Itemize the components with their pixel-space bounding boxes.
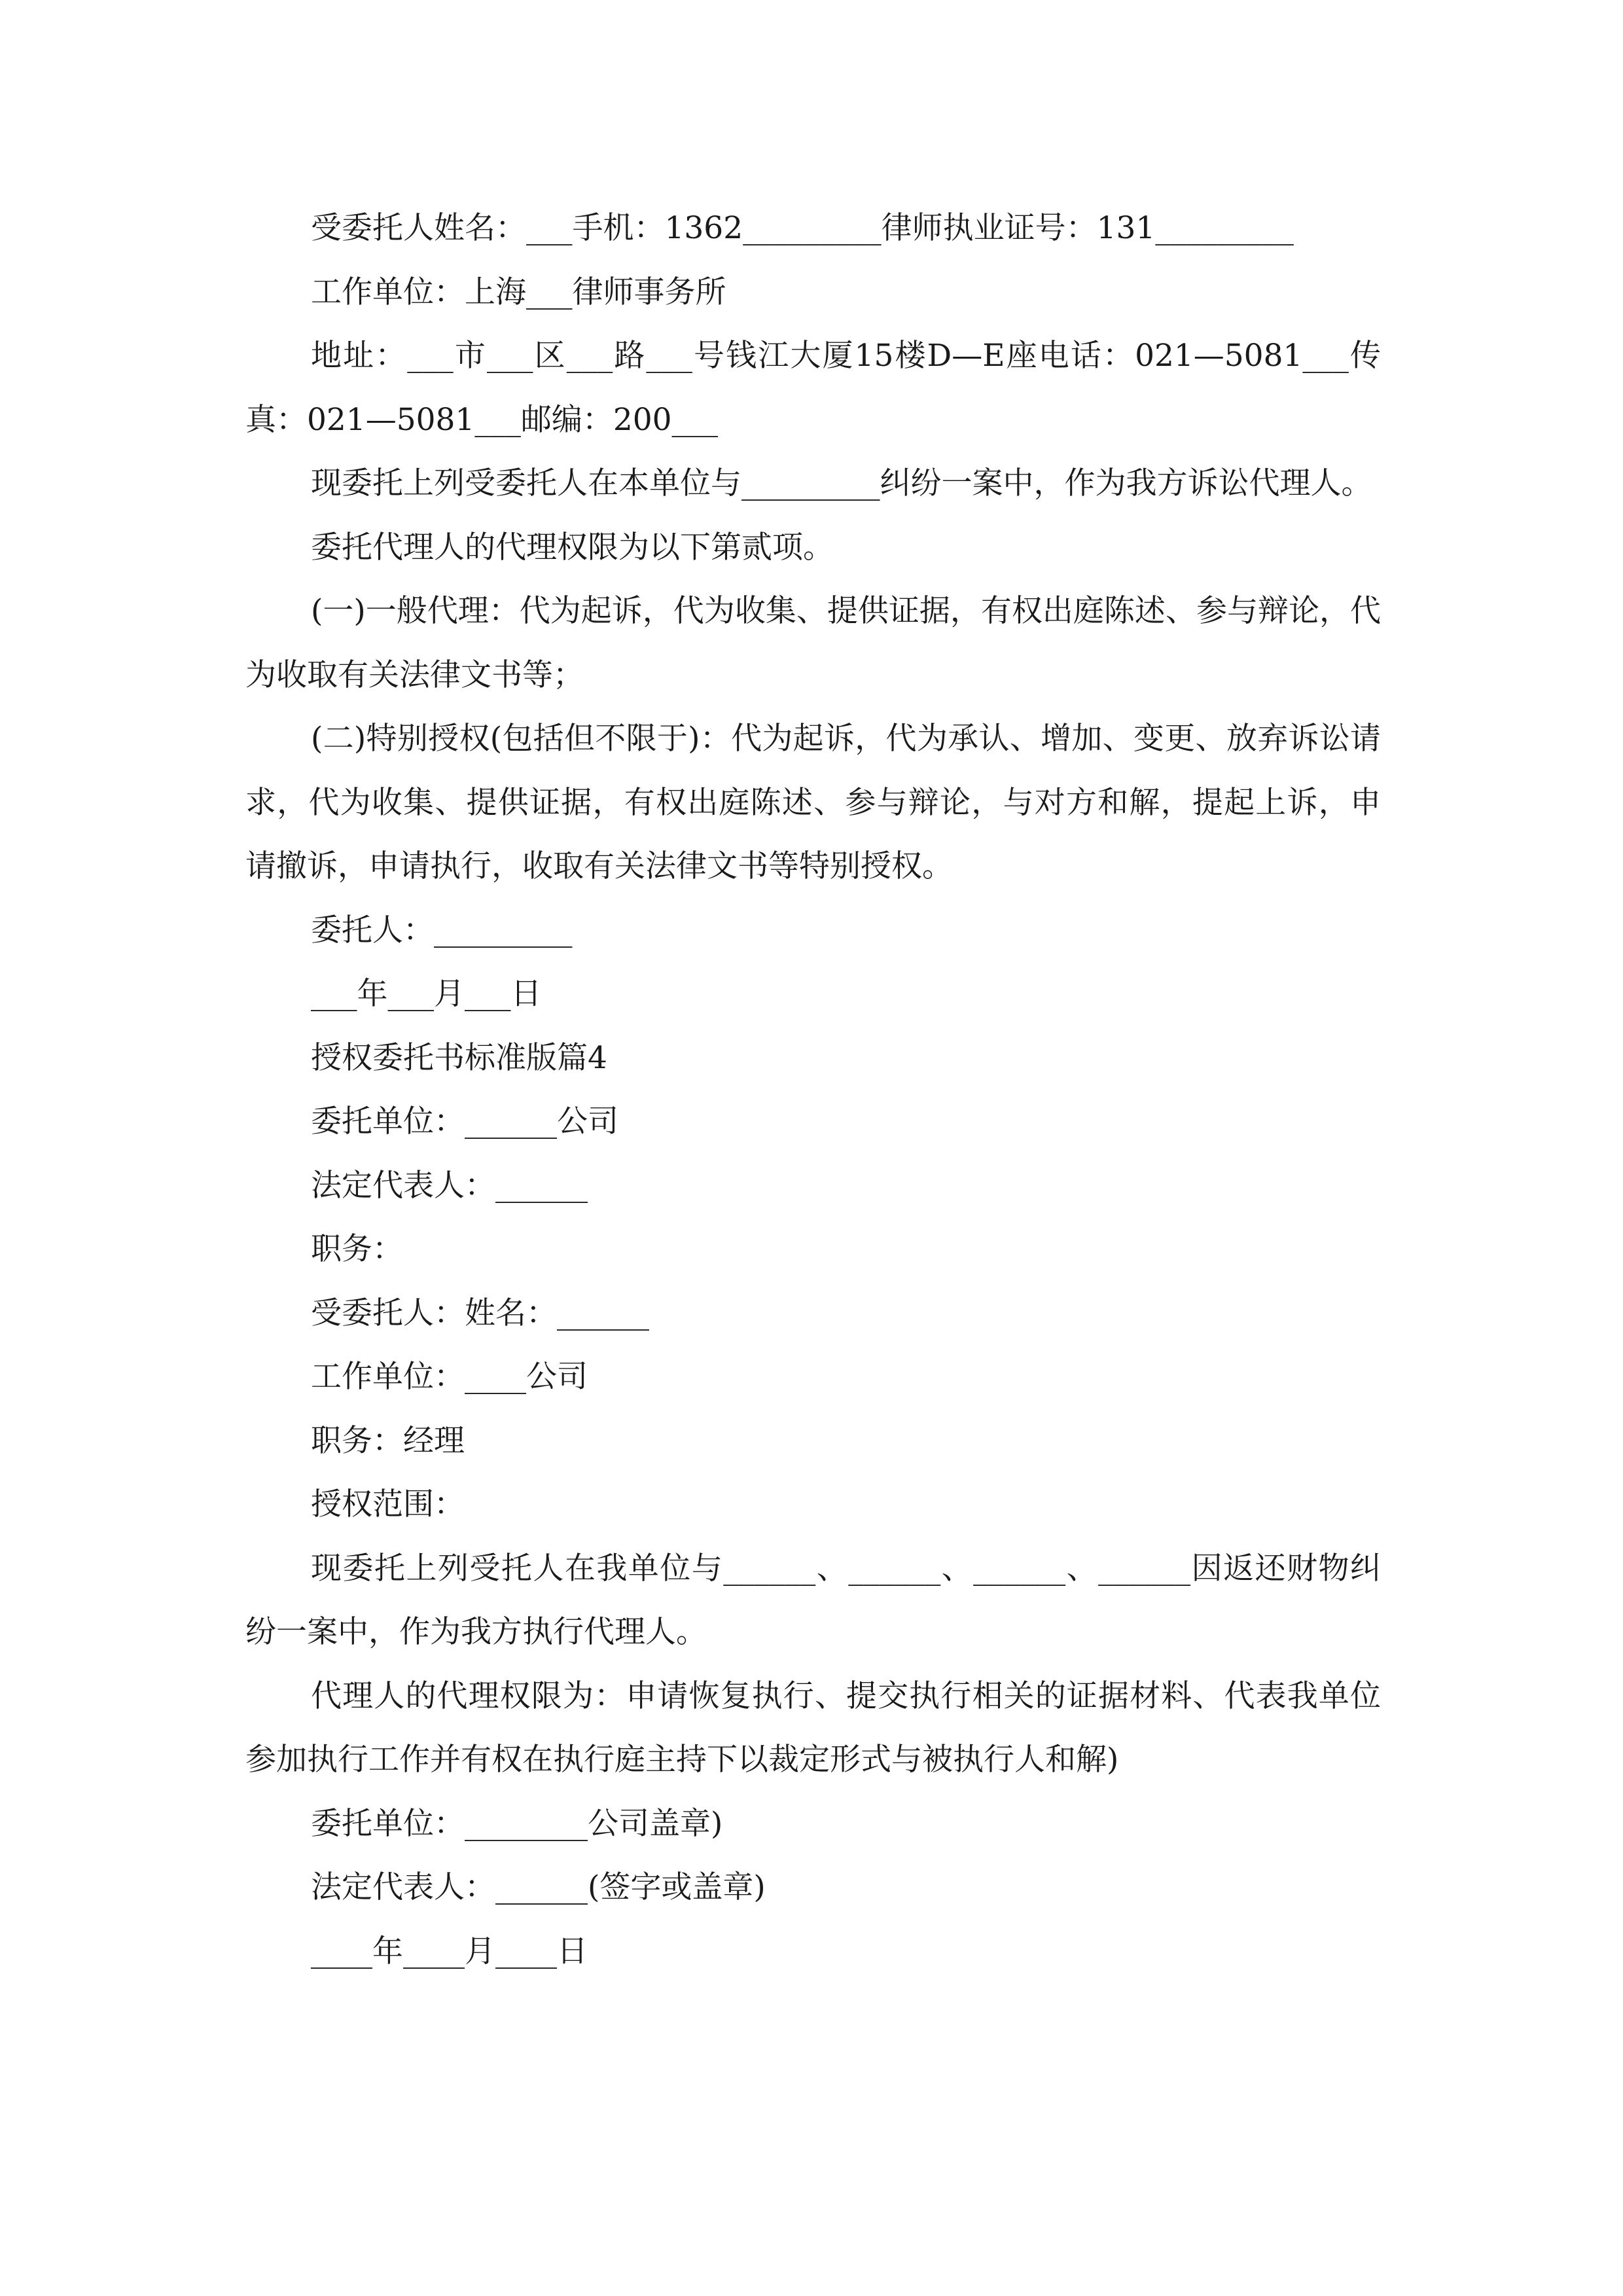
final-date-line: ____年____月____日 [311, 1933, 588, 1969]
agent-authority-clause: 代理人的代理权限为：申请恢复执行、提交执行相关的证据材料、代表我单位参加执行工作并有权在执行庭主持下以裁定形式与被执行人和解) [245, 1677, 1381, 1778]
document-page [245, 196, 1381, 1983]
entrusting-unit-seal-line: 委托单位：________公司盖章) [311, 1805, 723, 1842]
legal-representative-signature-line: 法定代表人：______(签字或盖章) [311, 1869, 766, 1905]
entrusting-unit-line: 委托单位：______公司 [311, 1103, 618, 1139]
authorization-scope-label: 授权范围： [311, 1486, 465, 1522]
execution-entrustment-statement: 现委托上列受托人在我单位与______、______、______、______因返还财物纠纷一案中，作为我方执行代理人。 [245, 1550, 1381, 1650]
special-authorization-clause: (二)特别授权(包括但不限于)：代为起诉，代为承认、增加、变更、放弃诉讼请求，代为收集、提供证据，有权出庭陈述、参与辩论，与对方和解，提起上诉，申请撤诉，申请执行，收取有关法律文书等特别授权。 [245, 721, 1381, 884]
position-manager-line: 职务：经理 [311, 1422, 465, 1459]
workplace-line: 工作单位：____公司 [311, 1359, 588, 1395]
authority-scope-intro: 委托代理人的代理权限为以下第贰项。 [311, 529, 834, 565]
address-line: 地址：___市___区___路___号钱江大厦15楼D—E座电话：021—5081___传真：021—5081___邮编：200___ [245, 338, 1381, 438]
principal-signature-line: 委托人：_________ [311, 912, 573, 948]
section-title: 授权委托书标准版篇4 [311, 1039, 607, 1076]
entrusted-person-line: 受委托人：姓名：______ [311, 1295, 649, 1331]
legal-representative-line: 法定代表人：______ [311, 1167, 588, 1204]
entrustment-statement: 现委托上列受委托人在本单位与_________纠纷一案中，作为我方诉讼代理人。 [311, 465, 1372, 501]
date-line: ___年___月___日 [311, 976, 542, 1012]
agent-workplace-line: 工作单位：上海___律师事务所 [311, 274, 726, 310]
agent-name-line: 受委托人姓名：___手机：1362_________律师执业证号：131_________ [311, 210, 1294, 246]
position-line: 职务： [311, 1231, 403, 1267]
general-agency-clause: (一)一般代理：代为起诉，代为收集、提供证据，有权出庭陈述、参与辩论，代为收取有关法律文书等； [245, 593, 1381, 693]
